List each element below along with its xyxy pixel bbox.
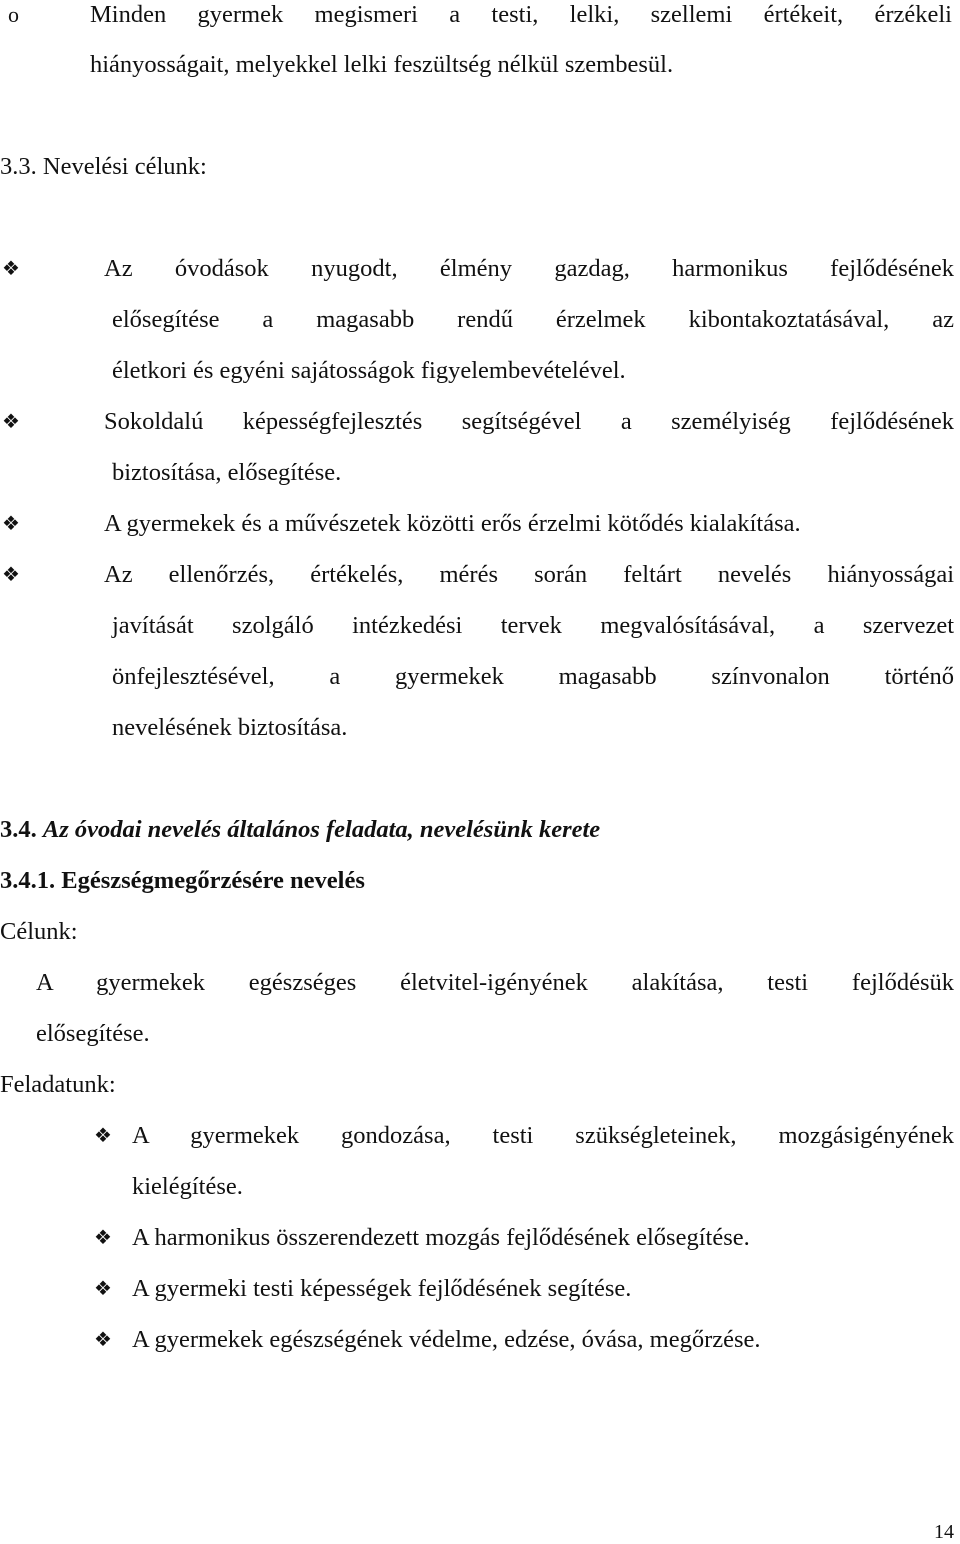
diamond-bullet-icon: ❖ <box>2 513 20 535</box>
section-number: 3.4. <box>0 816 37 843</box>
task-1-line-1: A gyermekek gondozása, testi szükségleteinek, mozgásigényének <box>132 1122 954 1149</box>
task-3-line-1: A gyermeki testi képességek fejlődésének segítése. <box>132 1275 632 1302</box>
goal-2-line-2: biztosítása, elősegítése. <box>112 459 342 486</box>
diamond-bullet-icon: ❖ <box>2 564 20 586</box>
goal-3-line-1: A gyermekek és a művészetek közötti erős érzelmi kötődés kialakítása. <box>104 510 801 537</box>
list-marker: o <box>8 2 19 27</box>
section-heading-3-3: 3.3. Nevelési célunk: <box>0 153 207 180</box>
goal-4-line-1: Az ellenőrzés, értékelés, mérés során feltárt nevelés hiányosságai <box>104 561 954 588</box>
goal-1-line-1: Az óvodások nyugodt, élmény gazdag, harmonikus fejlődésének <box>104 255 954 282</box>
goal-1-line-3: életkori és egyéni sajátosságok figyelembevételével. <box>112 357 626 384</box>
goal-4-line-4: nevelésének biztosítása. <box>112 714 348 741</box>
diamond-bullet-icon: ❖ <box>94 1278 112 1300</box>
diamond-bullet-icon: ❖ <box>94 1227 112 1249</box>
goal-1-line-2: elősegítése a magasabb rendű érzelmek kibontakoztatásával, az <box>112 306 954 333</box>
diamond-bullet-icon: ❖ <box>94 1329 112 1351</box>
section-heading-3-4 <box>0 815 600 845</box>
intro-line-2: hiányosságait, melyekkel lelki feszültség nélkül szembesül. <box>90 51 674 78</box>
task-2-line-1: A harmonikus összerendezett mozgás fejlődésének elősegítése. <box>132 1224 750 1251</box>
diamond-bullet-icon: ❖ <box>94 1125 112 1147</box>
diamond-bullet-icon: ❖ <box>2 411 20 433</box>
goal-label: Célunk: <box>0 918 78 945</box>
tasks-label: Feladatunk: <box>0 1071 116 1098</box>
diamond-bullet-icon: ❖ <box>2 258 20 280</box>
goal-4-line-3: önfejlesztésével, a gyermekek magasabb színvonalon történő <box>112 663 954 690</box>
intro-line-1: Minden gyermek megismeri a testi, lelki, szellemi értékeit, érzékeli <box>90 1 952 28</box>
section-title: Az óvodai nevelés általános feladata, nevelésünk kerete <box>42 816 601 843</box>
task-1-line-2: kielégítése. <box>132 1173 243 1200</box>
goal-4-line-2: javítását szolgáló intézkedési tervek megvalósításával, a szervezet <box>112 612 954 639</box>
section-heading-3-4-1: 3.4.1. Egészségmegőrzésére nevelés <box>0 867 365 894</box>
goal-text-line-1: A gyermekek egészséges életvitel-igényének alakítása, testi fejlődésük <box>36 969 954 996</box>
task-4-line-1: A gyermekek egészségének védelme, edzése, óvása, megőrzése. <box>132 1326 761 1353</box>
goal-2-line-1: Sokoldalú képességfejlesztés segítségével a személyiség fejlődésének <box>104 408 954 435</box>
page-number: 14 <box>934 1521 954 1543</box>
goal-text-line-2: elősegítése. <box>36 1020 150 1047</box>
